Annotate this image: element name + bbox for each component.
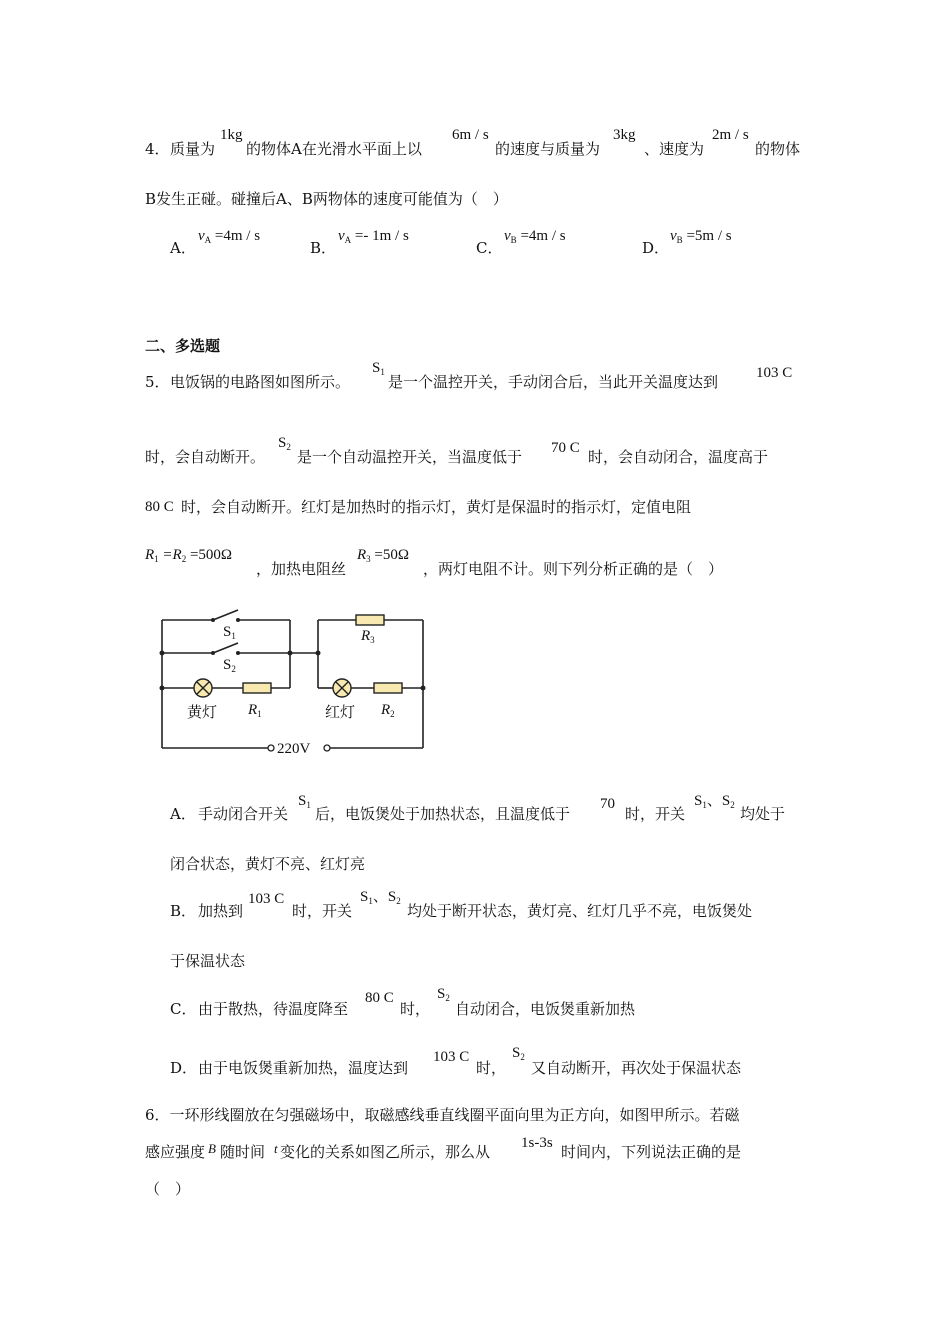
text: 于保温状态	[170, 952, 246, 970]
label-r1: $R_1$	[248, 702, 262, 719]
section-heading: 二、多选题	[145, 337, 221, 355]
math-switch: $S_2$	[437, 986, 450, 1003]
yellow-lamp-icon	[194, 679, 212, 697]
label-s1: $S_1$	[223, 624, 236, 641]
text: 自动闭合，电饭煲重新加热	[455, 1000, 636, 1018]
junction-dot	[160, 651, 165, 656]
junction-dot	[421, 686, 426, 691]
option-label: C．	[476, 239, 503, 257]
option-label: B．	[310, 239, 337, 257]
math-resistor-equation: $R_1 =R_2 =500\Omega$	[145, 547, 233, 564]
math-temperature: 103 C	[756, 365, 793, 381]
text: 、速度为	[644, 140, 705, 158]
text: 是一个温控开关，手动闭合后，当此开关温度达到	[388, 373, 719, 391]
text: 的物体	[755, 140, 801, 158]
math-switch-s1: $S_1$	[372, 360, 385, 377]
question-number: 4．	[145, 140, 170, 158]
text: 电饭锅的电路图如图所示。	[170, 373, 351, 391]
math-resistor-r3: $R_3 =50\Omega$	[357, 547, 410, 564]
math-temperature: 70	[600, 796, 615, 812]
option-label: B．	[170, 902, 197, 920]
math-expression: $v_B =4m / s$	[504, 228, 566, 245]
switch-contact	[236, 618, 240, 622]
terminal-icon	[268, 745, 274, 751]
option-label: A．	[170, 239, 196, 257]
text: ，两灯电阻不计。则下列分析正确的是（ ）	[423, 560, 724, 578]
junction-dot	[316, 651, 321, 656]
text: 时，开关	[292, 902, 353, 920]
switch-contact	[211, 618, 215, 622]
resistor-r2	[374, 683, 402, 693]
option-label: D．	[170, 1059, 198, 1077]
math-b: B	[208, 1141, 216, 1156]
text: 时，会自动断开。红灯是加热时的指示灯，黄灯是保温时的指示灯，定值电阻	[181, 498, 692, 516]
math-t: t	[274, 1141, 278, 1156]
text: 感应强度	[145, 1143, 206, 1161]
text: 的物体A在光滑水平面上以	[246, 140, 422, 158]
label-yellow-lamp: 黄灯	[187, 703, 218, 721]
text: ，加热电阻丝	[256, 560, 347, 578]
text: 时，会自动断开。	[145, 448, 266, 466]
math-velocity-2: 2m / s	[712, 127, 749, 143]
math-expression: $v_A =4m / s$	[198, 228, 261, 245]
math-switch: $S_2$	[512, 1045, 525, 1062]
math-mass-1: 1kg	[220, 127, 243, 143]
question-line-2: B发生正碰。碰撞后A、B两物体的速度可能值为（ ）	[145, 190, 508, 208]
circuit-diagram	[150, 600, 440, 765]
resistor-r3	[356, 615, 384, 625]
text: 时间内，下列说法正确的是	[561, 1143, 742, 1161]
answer-bracket: （ ）	[145, 1180, 191, 1198]
math-temperature: 80 C	[145, 499, 174, 515]
label-r2: $R_2$	[381, 702, 395, 719]
option-label: D．	[642, 239, 670, 257]
text: 由于电饭煲重新加热，温度达到	[198, 1059, 409, 1077]
math-temperature: 103 C	[248, 891, 285, 907]
math-expression: $v_A =- 1m / s$	[338, 228, 409, 245]
text: 时，会自动闭合，温度高于	[588, 448, 769, 466]
question-line-1: 6．一环形线圈放在匀强磁场中，取磁感线垂直线圈平面向里为正方向，如图甲所示。若磁	[145, 1106, 740, 1124]
label-r3: $R_3$	[361, 628, 375, 645]
math-temperature: 70 C	[551, 440, 580, 456]
math-velocity-1: 6m / s	[452, 127, 489, 143]
text: 均处于	[740, 805, 786, 823]
math-temperature: 80 C	[365, 990, 394, 1006]
math-expression: $v_B =5m / s$	[670, 228, 732, 245]
text: 加热到	[198, 902, 244, 920]
text: 变化的关系如图乙所示，那么从	[280, 1143, 491, 1161]
terminal-icon	[324, 745, 330, 751]
text: 均处于断开状态，黄灯亮、红灯几乎不亮，电饭煲处	[407, 902, 753, 920]
option-label: C．	[170, 1000, 197, 1018]
text: 又自动断开，再次处于保温状态	[531, 1059, 742, 1077]
math-switches: $S_1$、$S_2$	[360, 889, 401, 906]
switch-contact	[236, 651, 240, 655]
text: 手动闭合开关	[198, 805, 289, 823]
text: 时，	[476, 1059, 507, 1077]
label-s2: $S_2$	[223, 657, 236, 674]
text: 时，开关	[625, 805, 686, 823]
math-mass-2: 3kg	[613, 127, 636, 143]
text: 是一个自动温控开关，当温度低于	[297, 448, 523, 466]
label-red-lamp: 红灯	[325, 703, 356, 721]
math-time-range: 1s-3s	[521, 1135, 553, 1151]
math-temperature: 103 C	[433, 1049, 470, 1065]
resistor-r1	[243, 683, 271, 693]
switch-contact	[211, 651, 215, 655]
math-switch: $S_1$	[298, 793, 311, 810]
label-voltage: 220V	[277, 741, 311, 757]
text: 的速度与质量为	[495, 140, 601, 158]
junction-dot	[288, 651, 293, 656]
math-switches: $S_1$、$S_2$	[694, 793, 735, 810]
math-switch-s2: $S_2$	[278, 435, 291, 452]
option-label: A．	[170, 805, 196, 823]
text: 随时间	[220, 1143, 266, 1161]
text: 质量为	[170, 140, 216, 158]
junction-dot	[160, 686, 165, 691]
text: 时，	[400, 1000, 431, 1018]
question-number: 5．	[145, 373, 170, 391]
text: 由于散热，待温度降至	[198, 1000, 349, 1018]
red-lamp-icon	[333, 679, 351, 697]
text: 闭合状态，黄灯不亮、红灯亮	[170, 855, 366, 873]
text: 后，电饭煲处于加热状态，且温度低于	[315, 805, 571, 823]
